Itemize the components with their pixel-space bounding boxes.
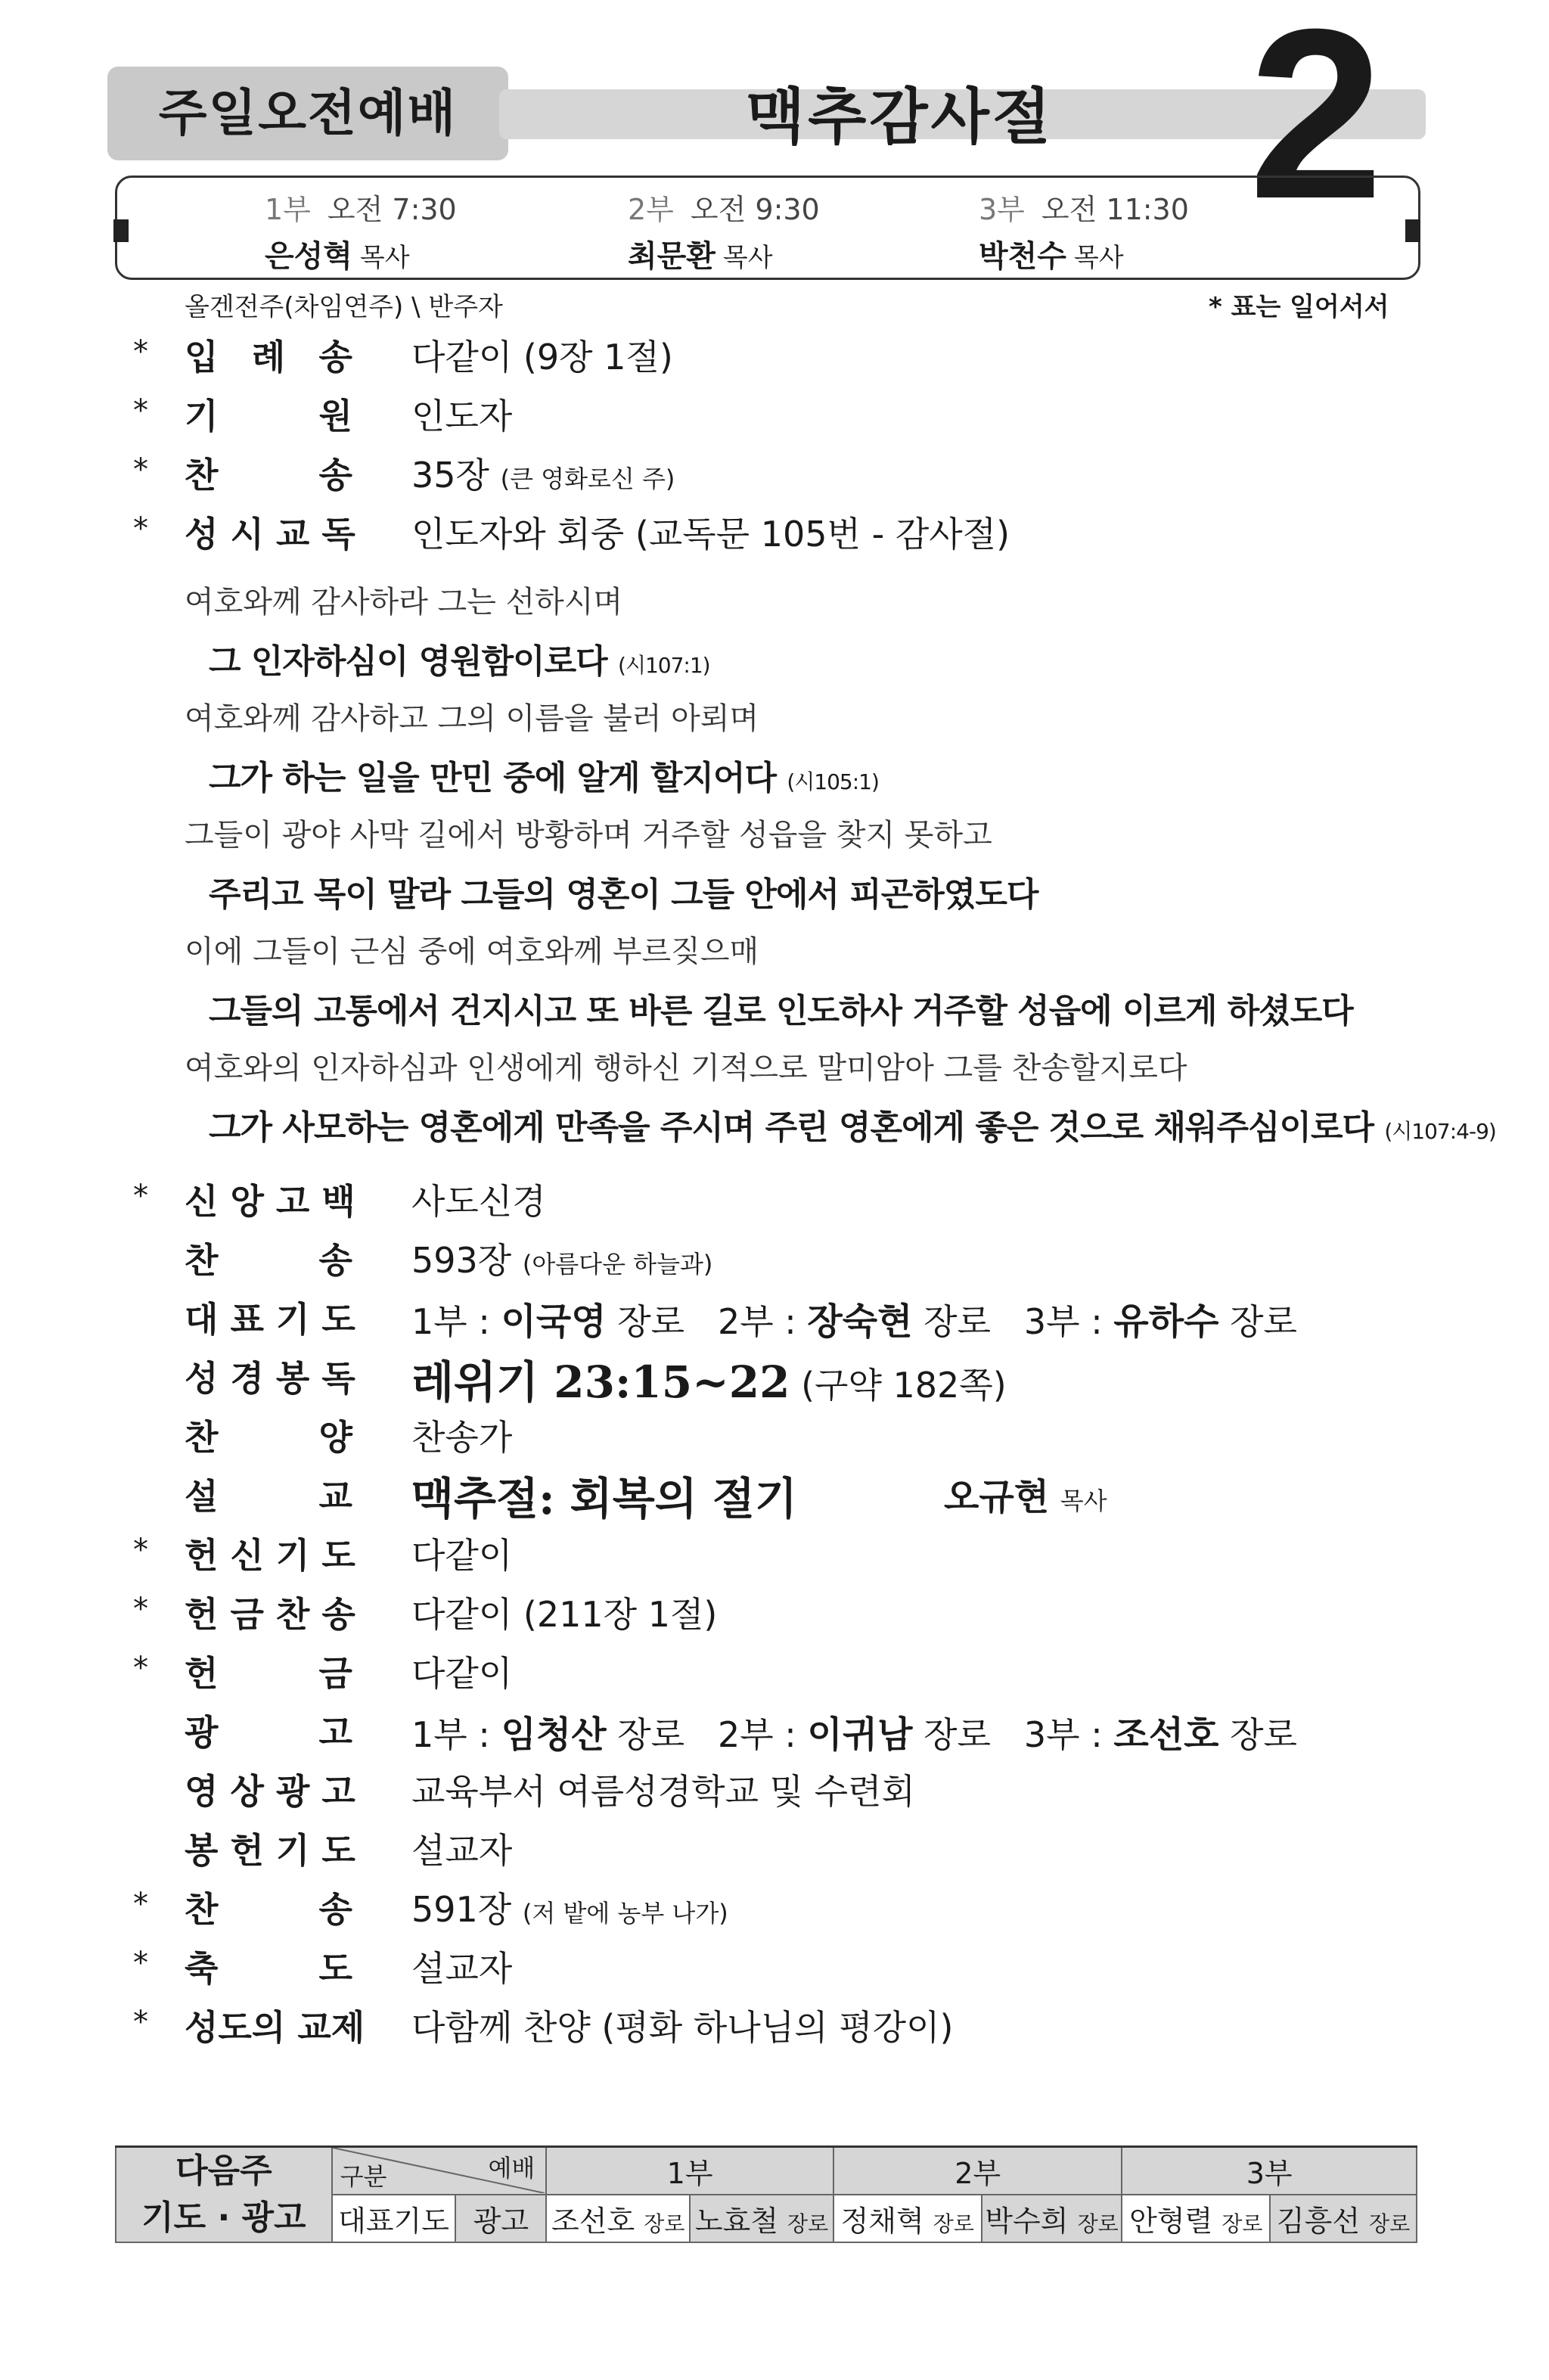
page-title: 맥추감사절 bbox=[746, 82, 1054, 152]
standing-mark: * bbox=[133, 452, 148, 487]
assignment-cell: 조선호 장로 bbox=[546, 2195, 690, 2242]
assignment-cell: 정채혁 장로 bbox=[833, 2195, 982, 2242]
reading-leader-line: 여호와께 감사하라 그는 선하시며 bbox=[185, 585, 623, 620]
scripture-reference: 레위기 23:15~22 bbox=[411, 1356, 790, 1408]
order-value: 찬송가 bbox=[411, 1417, 513, 1458]
service-time: 오전 7:30 bbox=[327, 193, 457, 226]
elder-name: 임청산 bbox=[501, 1714, 607, 1756]
assignment-cell: 노효철 장로 bbox=[690, 2195, 833, 2242]
standing-mark: * bbox=[133, 334, 148, 369]
order-value: 다함께 찬양 (평화 하나님의 평강이) bbox=[411, 2007, 954, 2048]
standing-note: * 표는 일어서서 bbox=[1209, 292, 1389, 322]
reading-leader-line: 여호와께 감사하고 그의 이름을 불러 아뢰며 bbox=[185, 701, 759, 736]
order-value: 다같이 bbox=[411, 1535, 513, 1576]
order-label: 찬 송 bbox=[185, 1889, 352, 1930]
standing-mark: * bbox=[133, 1887, 148, 1922]
service-2 bbox=[628, 186, 820, 275]
standing-mark: * bbox=[133, 393, 148, 428]
service-role: 목사 bbox=[1073, 243, 1124, 273]
next-week-table bbox=[115, 2145, 1417, 2243]
reading-congregation-line: 주리고 목이 말라 그들의 영혼이 그들 안에서 피곤하였도다 bbox=[209, 875, 1038, 914]
service-preacher: 박천수 bbox=[979, 239, 1066, 274]
order-value: 인도자 bbox=[411, 396, 513, 437]
service-3 bbox=[979, 186, 1189, 275]
standing-mark: * bbox=[133, 1592, 148, 1627]
order-label: 헌 금 찬 송 bbox=[185, 1594, 355, 1635]
order-value: 교육부서 여름성경학교 및 수련회 bbox=[411, 1771, 915, 1812]
order-value: 설교자 bbox=[411, 1948, 513, 1989]
service-part: 3부 bbox=[979, 193, 1025, 226]
order-value bbox=[411, 1233, 712, 1283]
service-part: 2부 bbox=[628, 193, 674, 226]
order-label: 헌 신 기 도 bbox=[185, 1535, 355, 1576]
part-header: 2부 bbox=[833, 2147, 1122, 2195]
hymn-title: (큰 영화로신 주) bbox=[500, 465, 675, 493]
part-header: 1부 bbox=[546, 2147, 833, 2195]
order-label: 성도의 교제 bbox=[185, 2007, 365, 2048]
hymn-number: 35장 bbox=[411, 455, 489, 496]
reading-leader-line: 여호와의 인자하심과 인생에게 행하신 기적으로 말미암아 그를 찬송할지로다 bbox=[185, 1051, 1187, 1086]
scripture-ref: (시107:4-9) bbox=[1384, 1119, 1496, 1144]
service-role: 목사 bbox=[722, 243, 773, 273]
service-preacher: 최문환 bbox=[628, 239, 716, 274]
standing-mark: * bbox=[133, 1651, 148, 1686]
type-prayer: 대표기도 bbox=[332, 2195, 456, 2242]
standing-mark: * bbox=[133, 511, 148, 546]
elder-name: 이귀남 bbox=[807, 1714, 913, 1756]
order-label: 헌 금 bbox=[185, 1653, 352, 1694]
order-label: 봉 헌 기 도 bbox=[185, 1830, 355, 1871]
reading-leader-line: 그들이 광야 사막 길에서 방황하며 거주할 성읍을 찾지 못하고 bbox=[185, 818, 992, 853]
order-value: 인도자와 회중 (교독문 105번 - 감사절) bbox=[411, 514, 1010, 555]
order-value bbox=[411, 1347, 1007, 1410]
reading-leader-line: 이에 그들이 근심 중에 여호와께 부르짖으매 bbox=[185, 934, 759, 969]
service-role: 목사 bbox=[359, 243, 410, 273]
reading-congregation-line: 그들의 고통에서 건지시고 또 바른 길로 인도하사 거주할 성읍에 이르게 하셨도다 bbox=[209, 992, 1353, 1030]
assignment-cell: 김흥선 장로 bbox=[1270, 2195, 1417, 2242]
standing-mark: * bbox=[133, 1946, 148, 1981]
reading-congregation-line: 그 인자하심이 영원함이로다 (시107:1) bbox=[209, 642, 710, 681]
order-value: 다같이 bbox=[411, 1653, 513, 1694]
order-value: 다같이 (211장 1절) bbox=[411, 1594, 718, 1635]
order-value: 다같이 (9장 1절) bbox=[411, 337, 673, 378]
page-number: 2 bbox=[1249, 0, 1383, 249]
service-time: 오전 11:30 bbox=[1041, 193, 1189, 226]
order-label: 기 원 bbox=[185, 396, 352, 437]
elder-name: 유하수 bbox=[1113, 1300, 1219, 1343]
scripture-ref: (시105:1) bbox=[787, 769, 879, 794]
order-label: 성 시 교 독 bbox=[185, 514, 355, 555]
sermon-title: 맥추절: 회복의 절기 bbox=[411, 1473, 798, 1524]
order-label: 입 례 송 bbox=[185, 337, 352, 378]
reading-congregation-line: 그가 하는 일을 만민 중에 알게 할지어다 (시105:1) bbox=[209, 759, 879, 797]
scripture-page: (구약 182쪽) bbox=[801, 1365, 1007, 1406]
elder-name: 장숙현 bbox=[807, 1300, 913, 1343]
order-label: 성 경 봉 독 bbox=[185, 1358, 355, 1399]
order-label: 찬 송 bbox=[185, 1240, 352, 1281]
hymn-title: (저 밭에 농부 나가) bbox=[522, 1899, 728, 1928]
service-part: 1부 bbox=[265, 193, 311, 226]
order-value bbox=[411, 448, 675, 498]
order-value: 사도신경 bbox=[411, 1181, 546, 1222]
service-1 bbox=[265, 186, 457, 275]
order-label: 신 앙 고 백 bbox=[185, 1181, 355, 1222]
next-week-heading: 다음주 기도 · 광고 bbox=[116, 2147, 332, 2243]
order-label: 대 표 기 도 bbox=[185, 1299, 355, 1340]
elder-name: 조선호 bbox=[1113, 1714, 1219, 1756]
order-label: 설 교 bbox=[185, 1476, 352, 1517]
hymn-number: 591장 bbox=[411, 1889, 512, 1930]
standing-mark: * bbox=[133, 1179, 148, 1213]
order-value: 설교자 bbox=[411, 1830, 513, 1871]
box-tab-right bbox=[1405, 219, 1420, 242]
elder-name: 이국영 bbox=[501, 1300, 607, 1343]
box-tab-left bbox=[113, 219, 129, 242]
hymn-number: 593장 bbox=[411, 1240, 512, 1281]
order-label: 영 상 광 고 bbox=[185, 1771, 355, 1812]
order-label: 찬 송 bbox=[185, 455, 352, 496]
standing-mark: * bbox=[133, 2005, 148, 2040]
order-value: 1부 : 이국영 장로 2부 : 장숙현 장로 3부 : 유하수 장로 bbox=[411, 1300, 1297, 1343]
scripture-ref: (시107:1) bbox=[618, 653, 710, 678]
part-header: 3부 bbox=[1122, 2147, 1417, 2195]
sermon-preacher: 오규현 목사 bbox=[944, 1476, 1107, 1518]
order-value bbox=[411, 1463, 797, 1527]
reading-congregation-line: 그가 사모하는 영혼에게 만족을 주시며 주린 영혼에게 좋은 것으로 채워주심이로다 (시107:4-9) bbox=[209, 1108, 1496, 1147]
order-label: 광 고 bbox=[185, 1712, 352, 1753]
table-corner-cell: 예배 구분 bbox=[332, 2147, 547, 2195]
assignment-cell: 박수희 장로 bbox=[982, 2195, 1122, 2242]
type-announcement: 광고 bbox=[455, 2195, 546, 2242]
prelude-note: 올겐전주(차임연주) \ 반주자 bbox=[185, 292, 503, 322]
service-time: 오전 9:30 bbox=[690, 193, 820, 226]
order-label: 찬 양 bbox=[185, 1417, 352, 1458]
order-value: 1부 : 임청산 장로 2부 : 이귀남 장로 3부 : 조선호 장로 bbox=[411, 1714, 1297, 1756]
hymn-title: (아름다운 하늘과) bbox=[522, 1250, 713, 1279]
standing-mark: * bbox=[133, 1533, 148, 1568]
service-preacher: 은성혁 bbox=[265, 239, 352, 274]
section-label: 주일오전예배 bbox=[158, 84, 458, 142]
order-value bbox=[411, 1882, 728, 1932]
assignment-cell: 안형렬 장로 bbox=[1122, 2195, 1270, 2242]
order-label: 축 도 bbox=[185, 1948, 352, 1989]
